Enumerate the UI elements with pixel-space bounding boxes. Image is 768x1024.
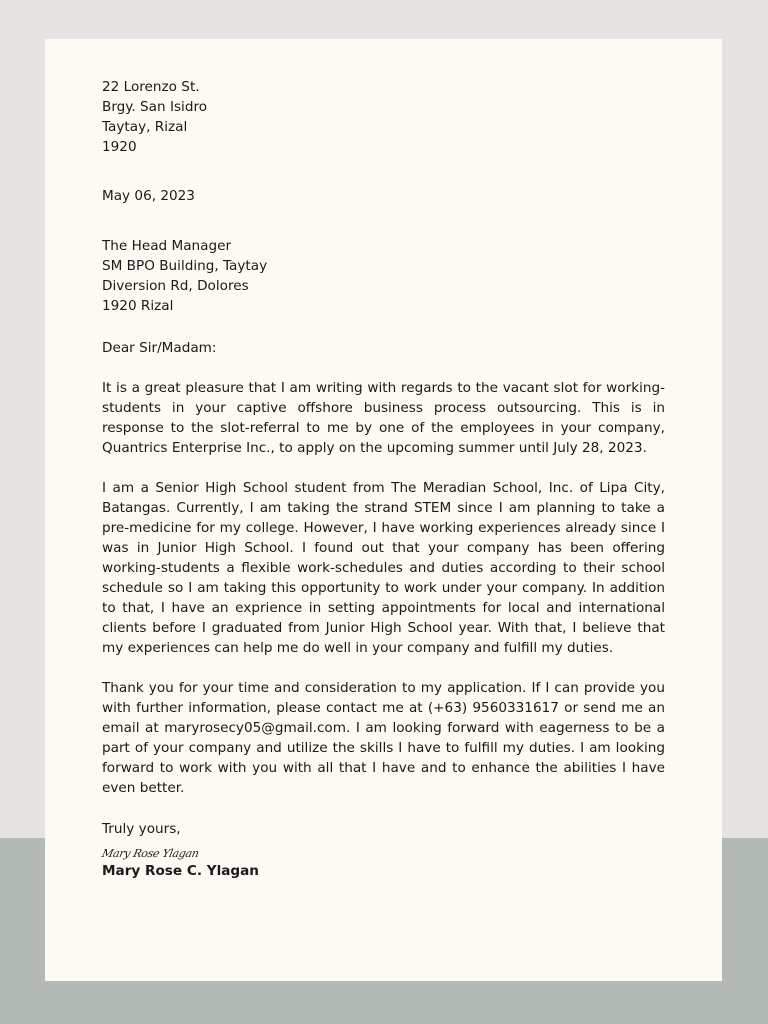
sender-address-line: Taytay, Rizal bbox=[102, 119, 188, 135]
paragraph-closing-remarks: Thank you for your time and consideration to my application. If I can provide you with further information, please contact me at (+63) 9560331617 or send me an email at maryrosecy05@gmail.com. I am looking forward with eagerness to be a part of your company and utilize the skills I have to fulfill my duties. I am looking forward to work with you with all that I have and to enhance the abilities I have even better. bbox=[102, 680, 665, 796]
handwritten-signature: Mary Rose Ylagan bbox=[100, 847, 201, 860]
closing-line: Truly yours, bbox=[102, 821, 181, 837]
sender-address bbox=[102, 77, 665, 157]
signer-name: Mary Rose C. Ylagan bbox=[102, 863, 259, 879]
letter-date: May 06, 2023 bbox=[102, 188, 195, 204]
letter-page bbox=[45, 39, 722, 981]
recipient-line: SM BPO Building, Taytay bbox=[102, 258, 268, 274]
sender-address-line: 22 Lorenzo St. bbox=[102, 79, 200, 95]
sender-address-line: Brgy. San Isidro bbox=[102, 99, 208, 115]
paragraph-background: I am a Senior High School student from The Meradian School, Inc. of Lipa City, Batangas. Currently, I am taking the strand STEM since I am planning to take a pre-medicine for my college. However, I have working experiences already since I was in Junior High School. I found out that your company has been offering working-students a flexible work-schedules and duties according to their school schedule so I am taking this opportunity to work under your company. In addition to that, I have an exprience in setting appointments for local and international clients before I graduated from Junior High School year. With that, I believe that my experiences can help me do well in your company and fulfill my duties. bbox=[102, 480, 665, 656]
recipient-line: Diversion Rd, Dolores bbox=[102, 278, 249, 294]
sender-address-line: 1920 bbox=[102, 139, 137, 155]
signature-area bbox=[102, 843, 665, 861]
recipient-address bbox=[102, 236, 665, 316]
letter-body bbox=[102, 77, 665, 881]
recipient-line: 1920 Rizal bbox=[102, 298, 174, 314]
recipient-line: The Head Manager bbox=[102, 238, 232, 254]
paragraph-intro: It is a great pleasure that I am writing with regards to the vacant slot for working-students in your captive offshore business process outsourcing. This is in response to the slot-referral to me by one of the employees in your company, Quantrics Enterprise Inc., to apply on the upcoming summer until July 28, 2023. bbox=[102, 380, 665, 456]
salutation: Dear Sir/Madam: bbox=[102, 340, 217, 356]
